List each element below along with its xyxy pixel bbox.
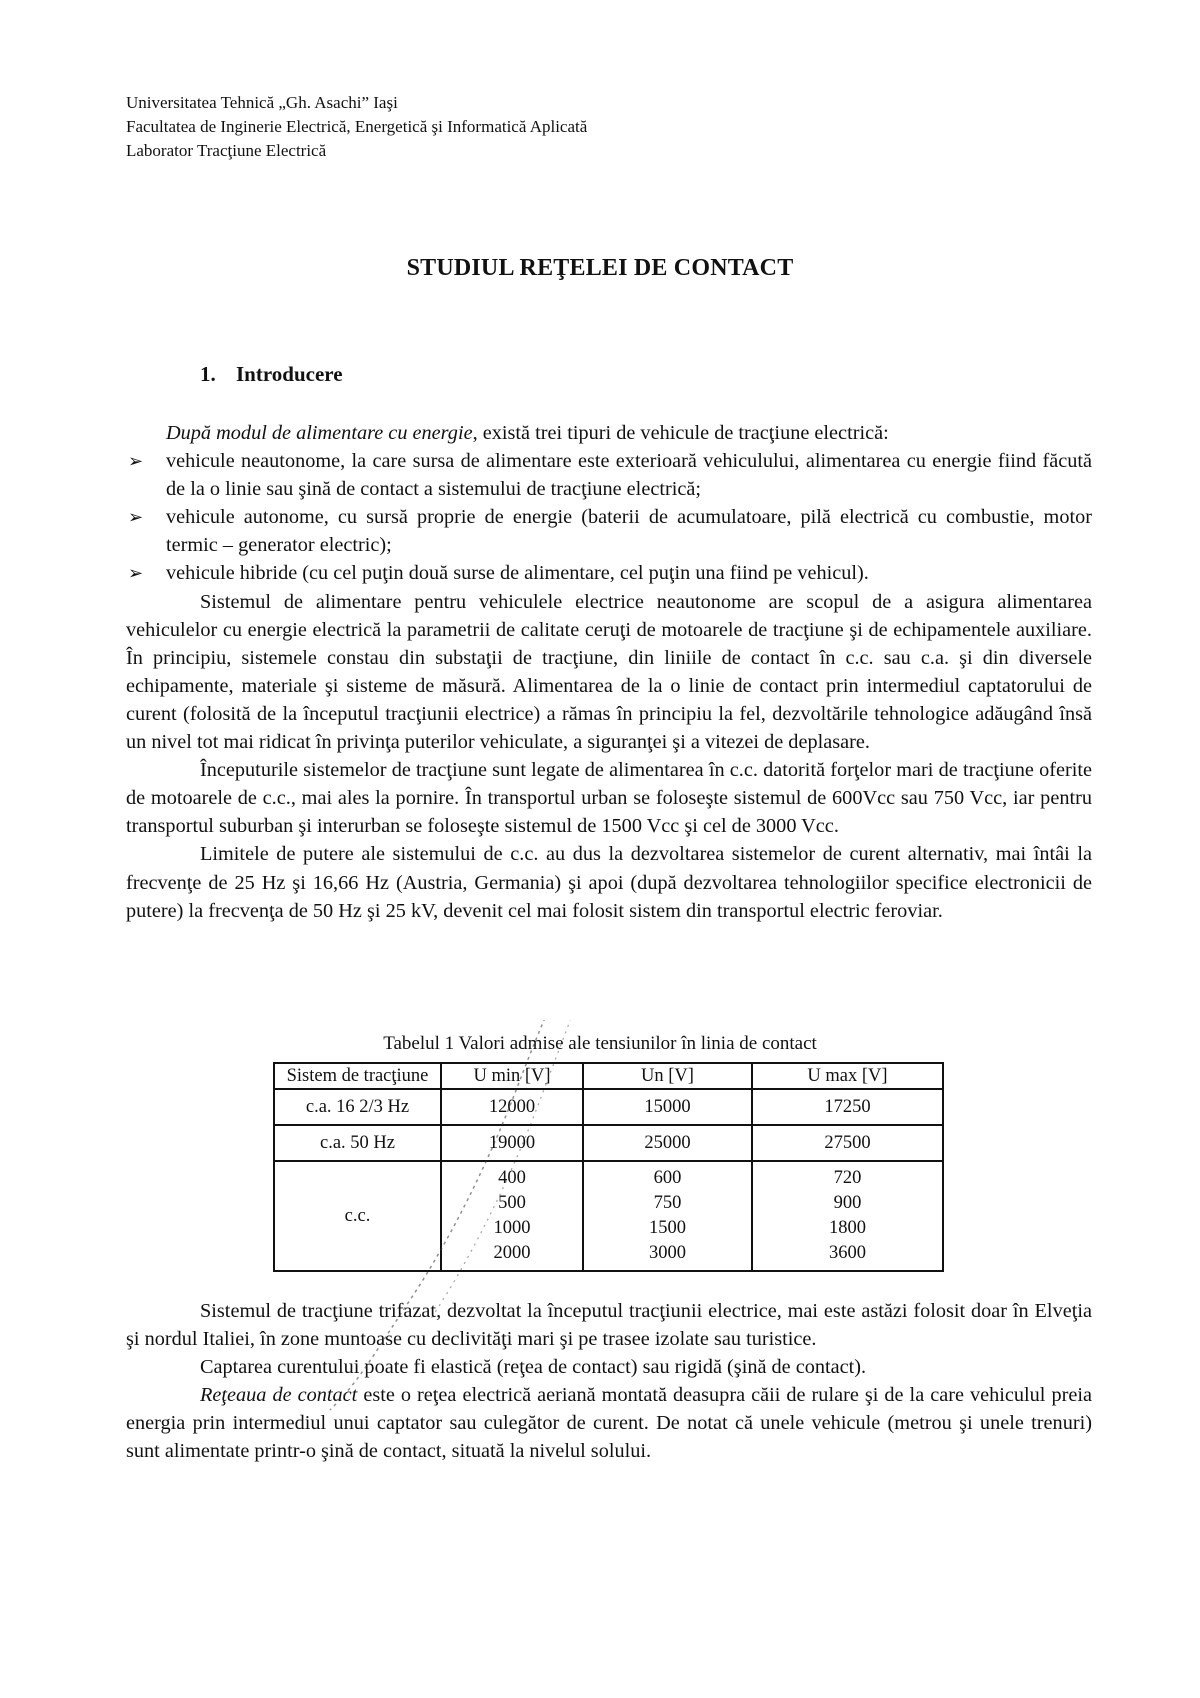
- list-item-text: vehicule neautonome, la care sursa de alimentare este exterioară vehiculului, alimentarea cu energie fiind făcută de la o linie sau şină de contact a sistemului de tracţiune electrică;: [166, 450, 1092, 501]
- table-row: [274, 1125, 943, 1161]
- table-cell: 25000: [583, 1125, 752, 1161]
- table-row: [274, 1161, 943, 1271]
- vehicle-types-list: [126, 447, 1092, 587]
- table-cell: c.c.: [274, 1161, 441, 1271]
- table-header-cell: U max [V]: [752, 1063, 943, 1089]
- intro-italic: După modul de alimentare cu energie: [166, 422, 473, 444]
- table-cell: 600 750 1500 3000: [583, 1161, 752, 1271]
- table-cell: 17250: [752, 1089, 943, 1125]
- table-cell: 720 900 1800 3600: [752, 1161, 943, 1271]
- section-number: 1.: [200, 362, 216, 386]
- table-cell: 12000: [441, 1089, 583, 1125]
- table-cell: 15000: [583, 1089, 752, 1125]
- table-cell: c.a. 50 Hz: [274, 1125, 441, 1161]
- table-row: [274, 1089, 943, 1125]
- paragraph: Limitele de putere ale sistemului de c.c. au dus la dezvoltarea sistemelor de curent alternativ, mai întâi la frecvenţe de 25 Hz şi 16,66 Hz (Austria, Germania) şi apoi (după dezvoltarea tehnologiilor specifice electronicii de putere) la frecvenţa de 50 Hz şi 25 kV, devenit cel mai folosit sistem din transportul electric feroviar.: [126, 843, 1092, 922]
- university-name: Universitatea Tehnică „Gh. Asachi” Iaşi: [126, 93, 398, 112]
- paragraph: Sistemul de alimentare pentru vehiculele electrice neautonome are scopul de a asigura alimentarea vehiculelor cu energie electrică la parametrii de calitate ceruţi de motoarele de tracţiune şi de echipamentele auxiliare. În principiu, sistemele constau din substaţii de tracţiune, din liniile de contact în c.c. sau c.a. şi din diversele echipamente, materiale şi sisteme de măsură. Alimentarea de la o linie de contact prin intermediul captatorului de curent (folosită de la începutul tracţiunii electrice) a rămas în principiu la fel, dezvoltările tehnologice adăugând însă un nivel tot mai ridicat în privinţa puterilor vehiculate, a siguranţei şi a vitezei de deplasare.: [126, 590, 1092, 754]
- table-cell: 27500: [752, 1125, 943, 1161]
- table-header-cell: Sistem de tracţiune: [274, 1063, 441, 1089]
- table-cell: c.a. 16 2/3 Hz: [274, 1089, 441, 1125]
- body-text-block-1: [126, 419, 1092, 925]
- voltage-table: [273, 1062, 944, 1272]
- last-rest: este o reţea electrică aeriană montată deasupra căii de rulare şi de la care vehiculul preia energia prin intermediul unui captator sau culegător de curent. De notat că unele vehicule (metrou şi unele trenuri) sunt alimentate printr-o şină de contact, situată la nivelul solului.: [126, 1384, 1092, 1463]
- table-header-row: [274, 1063, 943, 1089]
- paragraph: Începuturile sistemelor de tracţiune sunt legate de alimentarea în c.c. datorită forţelor mari de tracţiune oferite de motoarele de c.c., mai ales la pornire. În transportul urban se foloseşte sistemul de 600Vcc sau 750 Vcc, iar pentru transportul suburban şi interurban se foloseşte sistemul de 1500 Vcc şi cel de 3000 Vcc.: [126, 759, 1092, 838]
- body-text-block-2: [126, 1297, 1092, 1466]
- list-item: [126, 503, 1092, 559]
- table-cell: 400 500 1000 2000: [441, 1161, 583, 1271]
- arrow-bullet-icon: ➢: [128, 563, 144, 584]
- list-item: [126, 559, 1092, 587]
- paragraph: [126, 1381, 1092, 1465]
- paragraph: Captarea curentului poate fi elastică (reţea de contact) sau rigidă (şină de contact).: [200, 1356, 867, 1379]
- institution-header: [126, 91, 587, 163]
- table-header-cell: Un [V]: [583, 1063, 752, 1089]
- arrow-bullet-icon: ➢: [128, 507, 144, 528]
- table-caption: Tabelul 1 Valori admise ale tensiunilor în linia de contact: [383, 1033, 817, 1054]
- intro-rest: , există trei tipuri de vehicule de tracţiune electrică:: [472, 422, 889, 444]
- intro-paragraph: [126, 419, 1092, 447]
- table-cell: 19000: [441, 1125, 583, 1161]
- list-item-text: vehicule hibride (cu cel puţin două surse de alimentare, cel puţin una fiind pe vehicul).: [166, 562, 869, 585]
- document-title: STUDIUL REŢELEI DE CONTACT: [406, 255, 794, 281]
- faculty-name: Facultatea de Inginerie Electrică, Energetică şi Informatică Aplicată: [126, 117, 588, 136]
- table-header-cell: U min [V]: [441, 1063, 583, 1089]
- list-item-text: vehicule autonome, cu sursă proprie de energie (baterii de acumulatoare, pilă electrică cu combustie, motor termic – generator electric);: [166, 506, 1092, 557]
- section-heading: [200, 362, 343, 387]
- list-item: [126, 447, 1092, 503]
- last-italic: Reţeaua de contact: [200, 1384, 358, 1407]
- section-label: Introducere: [236, 362, 343, 386]
- arrow-bullet-icon: ➢: [128, 451, 144, 472]
- paragraph: Sistemul de tracţiune trifazat, dezvoltat la începutul tracţiunii electrice, mai este astăzi folosit doar în Elveţia şi nordul Italiei, în zone muntoase cu declivităţi mari şi pe trasee izolate sau turistice.: [126, 1300, 1092, 1351]
- laboratory-name: Laborator Tracţiune Electrică: [126, 141, 327, 160]
